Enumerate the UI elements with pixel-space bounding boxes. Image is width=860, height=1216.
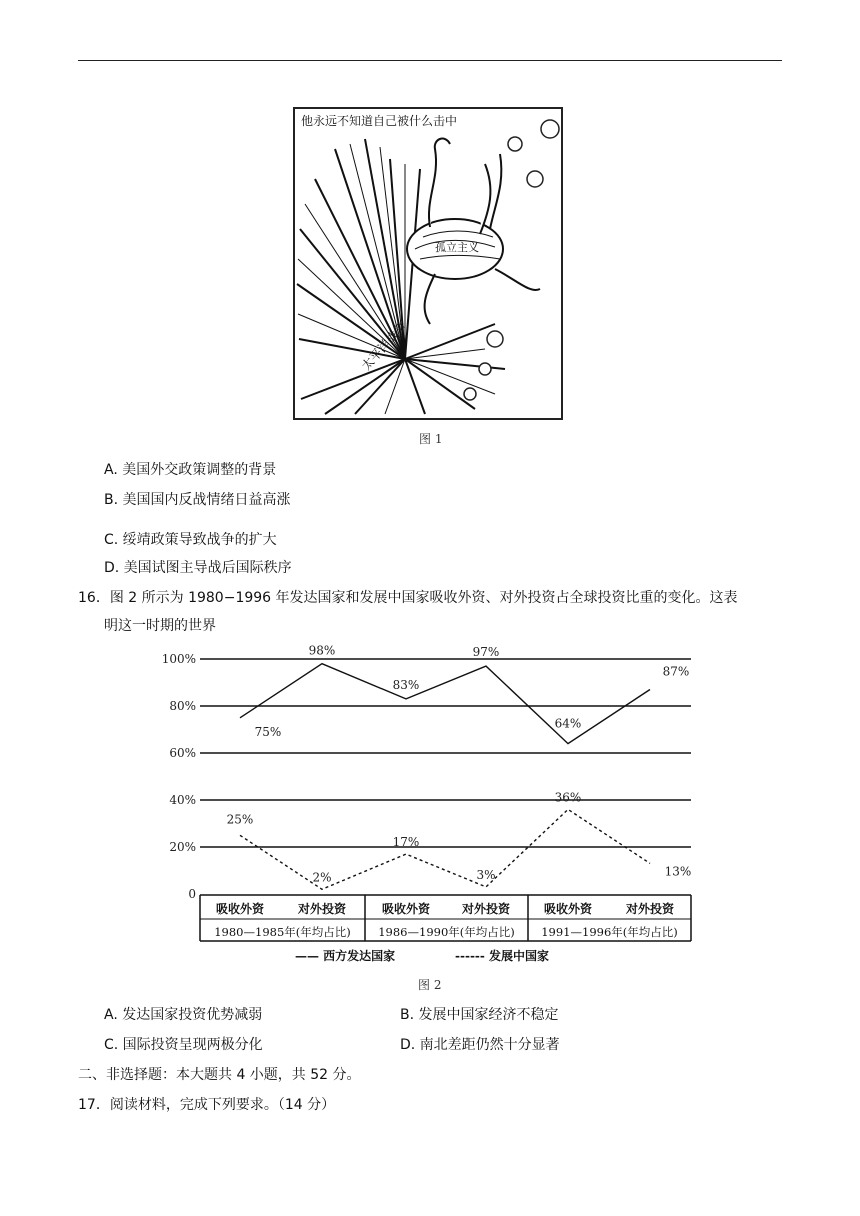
legend-developing: ------ 发展中国家 (455, 949, 550, 963)
data-label: 64% (554, 716, 582, 731)
q17-stem: 17．阅读材料，完成下列要求。（14 分） (78, 1097, 336, 1113)
label-pacific-war: 太平洋战争 (358, 319, 410, 374)
x-group-label: 1991—1996年(年均占比) (541, 925, 678, 939)
data-label: 13% (664, 864, 692, 879)
figure-2-caption: 图 2 (418, 978, 442, 992)
q16-option-c: C. 国际投资呈现两极分化 (104, 1037, 263, 1053)
q16-number: 16． (78, 590, 110, 606)
y-tick-label: 20% (169, 840, 196, 854)
x-category-label: 吸收外资 (381, 902, 431, 916)
q15-option-d: D. 美国试图主导战后国际秩序 (104, 560, 292, 576)
y-tick-label: 0 (188, 887, 196, 901)
data-label: 87% (662, 664, 690, 679)
developed-series-line (240, 664, 650, 744)
legend-developed: —— 西方发达国家 (295, 949, 396, 963)
label-isolationism: 孤立主义 (435, 241, 479, 254)
investment-chart (150, 645, 710, 975)
section-2-heading: 二、非选择题：本大题共 4 小题，共 52 分。 (78, 1067, 361, 1083)
data-label: 25% (226, 812, 254, 827)
x-group-label: 1986—1990年(年均占比) (378, 925, 515, 939)
data-label: 83% (392, 677, 420, 692)
y-tick-label: 80% (169, 699, 196, 713)
x-group-label: 1980—1985年(年均占比) (214, 925, 351, 939)
cartoon-caption: 他永远不知道自己被什么击中 (301, 114, 458, 128)
q16-option-a: A. 发达国家投资优势减弱 (104, 1007, 263, 1023)
x-category-label: 吸收外资 (215, 902, 265, 916)
x-category-label: 对外投资 (461, 902, 511, 916)
y-tick-label: 40% (169, 793, 196, 807)
q16-stem-line1 (78, 585, 738, 612)
data-label: 36% (554, 790, 582, 805)
q15-option-a: A. 美国外交政策调整的背景 (104, 462, 277, 478)
data-label: 97% (472, 645, 500, 660)
q15-option-c: C. 绥靖政策导致战争的扩大 (104, 532, 277, 548)
data-label: 98% (308, 645, 336, 658)
figure-1-caption: 图 1 (419, 432, 443, 446)
data-label: 3% (476, 867, 496, 882)
data-label: 2% (312, 870, 332, 885)
data-label: 75% (254, 724, 282, 739)
q15-option-b: B. 美国国内反战情绪日益高涨 (104, 492, 291, 508)
developing-series-line (240, 809, 650, 889)
cartoon-figure (293, 107, 563, 420)
data-label: 17% (392, 835, 420, 850)
x-category-label: 对外投资 (625, 902, 675, 916)
x-category-label: 对外投资 (297, 902, 347, 916)
q16-stem-text: 图 2 所示为 1980−1996 年发达国家和发展中国家吸收外资、对外投资占全球投资比重的变化。这表 (109, 590, 738, 606)
q16-option-d: D. 南北差距仍然十分显著 (400, 1037, 560, 1053)
q16-stem-line2: 明这一时期的世界 (104, 618, 216, 634)
cartoon-illustration (295, 109, 561, 418)
q16-option-b: B. 发展中国家经济不稳定 (400, 1007, 559, 1023)
y-tick-label: 60% (169, 746, 196, 760)
y-tick-label: 100% (161, 652, 196, 666)
header-rule (78, 60, 782, 61)
x-category-label: 吸收外资 (543, 902, 593, 916)
